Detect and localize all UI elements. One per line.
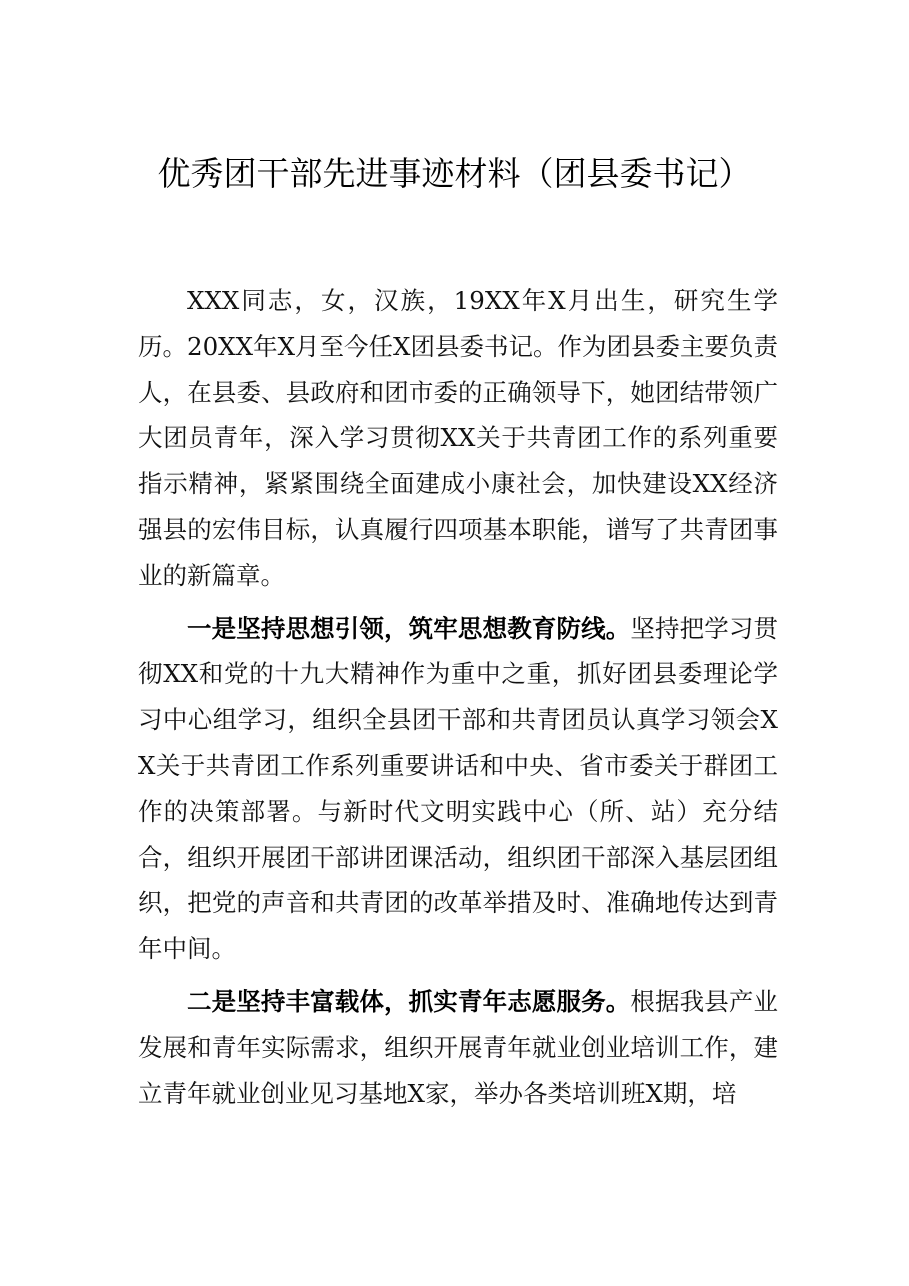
document-body bbox=[138, 278, 778, 1123]
paragraph-ideological-guidance bbox=[138, 606, 778, 972]
paragraph-intro bbox=[138, 278, 778, 599]
paragraph-text: 根据我县产业发展和青年实际需求，组织开展青年就业创业培训工作，建立青年就业创业见习基地X家，举办各类培训班X期，培 bbox=[138, 986, 779, 1108]
paragraph-text: XXX同志，女，汉族，19XX年X月出生，研究生学历。20XX年X月至今任X团县委书记。作为团县委主要负责人，在县委、县政府和团市委的正确领导下，她团结带领广大团员青年，深入学习贯彻XX关于共青团工作的系列重要指示精神，紧紧围绕全面建成小康社会，加快建设XX经济强县的宏伟目标，认真履行四项基本职能，谱写了共青团事业的新篇章。 bbox=[138, 286, 778, 590]
document-title: 优秀团干部先进事迹材料（团县委书记） bbox=[157, 154, 752, 193]
paragraph-volunteer-service bbox=[138, 979, 778, 1116]
paragraph-lead: 二是坚持丰富载体，抓实青年志愿服务。 bbox=[187, 986, 631, 1016]
paragraph-text: 坚持把学习贯彻XX和党的十九大精神作为重中之重，抓好团县委理论学习中心组学习，组织全县团干部和共青团员认真学习领会XX关于共青团工作系列重要讲话和中央、省市委关于群团工作的决策部署。与新时代文明实践中心（所、站）充分结合，组织开展团干部讲团课活动，组织团干部深入基层团组织，把党的声音和共青团的改革举措及时、准确地传达到青年中间。 bbox=[138, 613, 779, 964]
paragraph-lead: 一是坚持思想引领，筑牢思想教育防线。 bbox=[187, 613, 631, 643]
